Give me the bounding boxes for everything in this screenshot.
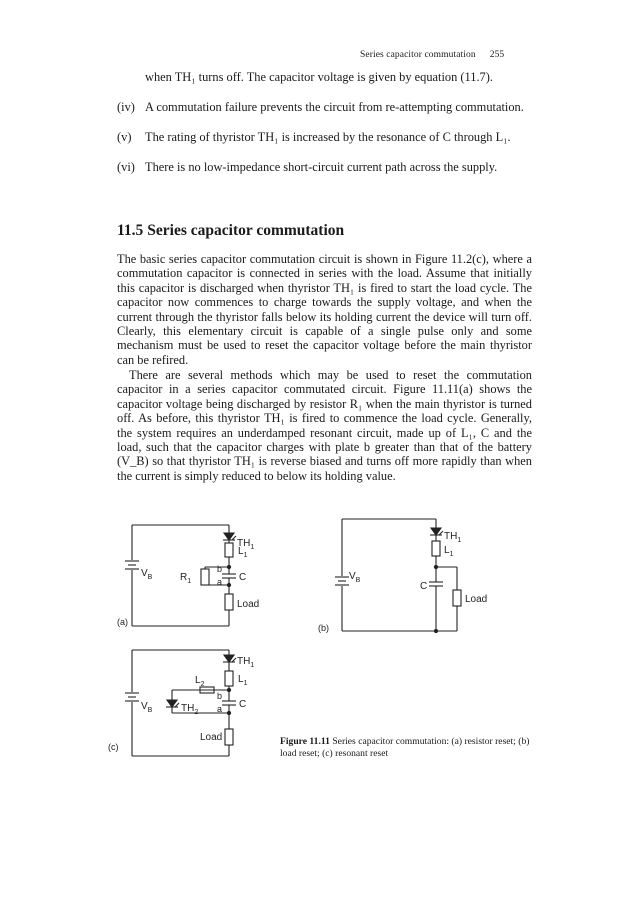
figure-caption-text: Series capacitor commutation: (a) resistor reset; (b) load reset; (c) resonant reset	[280, 736, 530, 759]
running-title: Series capacitor commutation	[360, 50, 476, 60]
panel-label-a: (a)	[117, 617, 128, 627]
svg-text:TH1: $TH_1$	[237, 656, 255, 669]
svg-text:L2: $L_2$	[195, 675, 205, 688]
inductor-l1-icon	[225, 543, 233, 557]
list-item-number: (vi)	[117, 160, 135, 174]
section-number: 11.5	[117, 222, 144, 239]
load-resistor-icon	[225, 594, 233, 610]
load-resistor-icon	[453, 590, 461, 606]
section-title: Series capacitor commutation	[147, 222, 345, 239]
svg-text:L1: $L_1$	[238, 546, 248, 559]
panel-label-c: (c)	[108, 742, 119, 752]
label-plate-b: b	[217, 564, 223, 574]
list-item-text: The rating of thyristor TH₁ is increased by the resonance of C through L₁.	[145, 130, 511, 144]
label-c: C	[239, 572, 247, 583]
svg-text:Load: Load	[465, 594, 488, 605]
svg-text:L1: $L_1$	[444, 545, 454, 558]
list-continuation: when TH₁ turns off. The capacitor voltage is given by equation (11.7).	[145, 70, 493, 84]
label-l1: L	[238, 546, 244, 557]
list-item-number: (v)	[117, 130, 132, 144]
label-r1: R	[180, 572, 188, 583]
paragraph-1: The basic series capacitor commutation circuit is shown in Figure 11.2(c), where a commutation capacitor is connected in series with the load. Assume that initially this capacitor is discharged when thyristor TH₁ is fired to start the load cycle. The capacitor now commences to charge towards the supply voltage, and when the current through the thyristor falls below its holding current the device will turn off. Clearly, this elementary circuit is capable of a single pulse only and some mechanism must be used to reset the capacitor voltage before the main thyristor can be refired.	[117, 252, 532, 367]
figure-caption	[280, 736, 536, 759]
svg-text:b: b	[217, 691, 223, 701]
load-resistor-icon	[225, 729, 233, 745]
svg-text:TH1: $TH_1$	[444, 531, 462, 544]
svg-text:TH2: $TH_2$	[181, 703, 199, 716]
svg-text:TH1: $TH_1$	[237, 538, 255, 551]
label-plate-a: a	[217, 577, 223, 587]
svg-text:R1: $R_1$	[180, 572, 192, 585]
paragraph-2: There are several methods which may be used to reset the commutation capacitor in a series capacitor commutated circuit. Figure 11.11(a) shows the capacitor voltage being discharged by resistor R₁ when the main thyristor is turned off. As before, this thyristor TH₁ is fired to commence the load cycle. Generally, the system requires an underdamped resonant circuit, made up of L₁, C and the load, such that the capacitor charges with plate b greater than that of the battery (V_B) so that thyristor TH₁ is reverse biased and turns off more rapidly than when the current is simply reduced to below its holding value.	[117, 368, 532, 483]
list-item-number: (iv)	[117, 100, 135, 114]
svg-text:a: a	[217, 704, 223, 714]
svg-text:C: C	[420, 581, 428, 592]
label-load: Load	[237, 599, 260, 610]
svg-text:VB: $V_B$	[141, 568, 153, 581]
label-vb: V	[141, 568, 148, 579]
svg-text:C: C	[239, 699, 247, 710]
inductor-l1-icon	[432, 541, 440, 556]
label-th1: TH	[237, 538, 251, 549]
label-th2: TH	[181, 703, 195, 714]
figure-caption-label: Figure 11.11	[280, 736, 330, 747]
svg-text:Load: Load	[200, 732, 223, 743]
resistor-r1-icon	[201, 569, 209, 585]
panel-label-b: (b)	[318, 623, 329, 633]
page-number: 255	[489, 50, 505, 60]
inductor-l1-icon	[225, 671, 233, 686]
list-item-text: A commutation failure prevents the circuit from re-attempting commutation.	[145, 100, 524, 114]
svg-text:VB: $V_B$	[141, 701, 153, 714]
svg-text:VB: $V_B$	[349, 571, 361, 584]
list-item-text: There is no low-impedance short-circuit current path across the supply.	[145, 160, 498, 174]
svg-text:L1: $L_1$	[238, 674, 248, 687]
label-l2: L	[195, 675, 201, 686]
